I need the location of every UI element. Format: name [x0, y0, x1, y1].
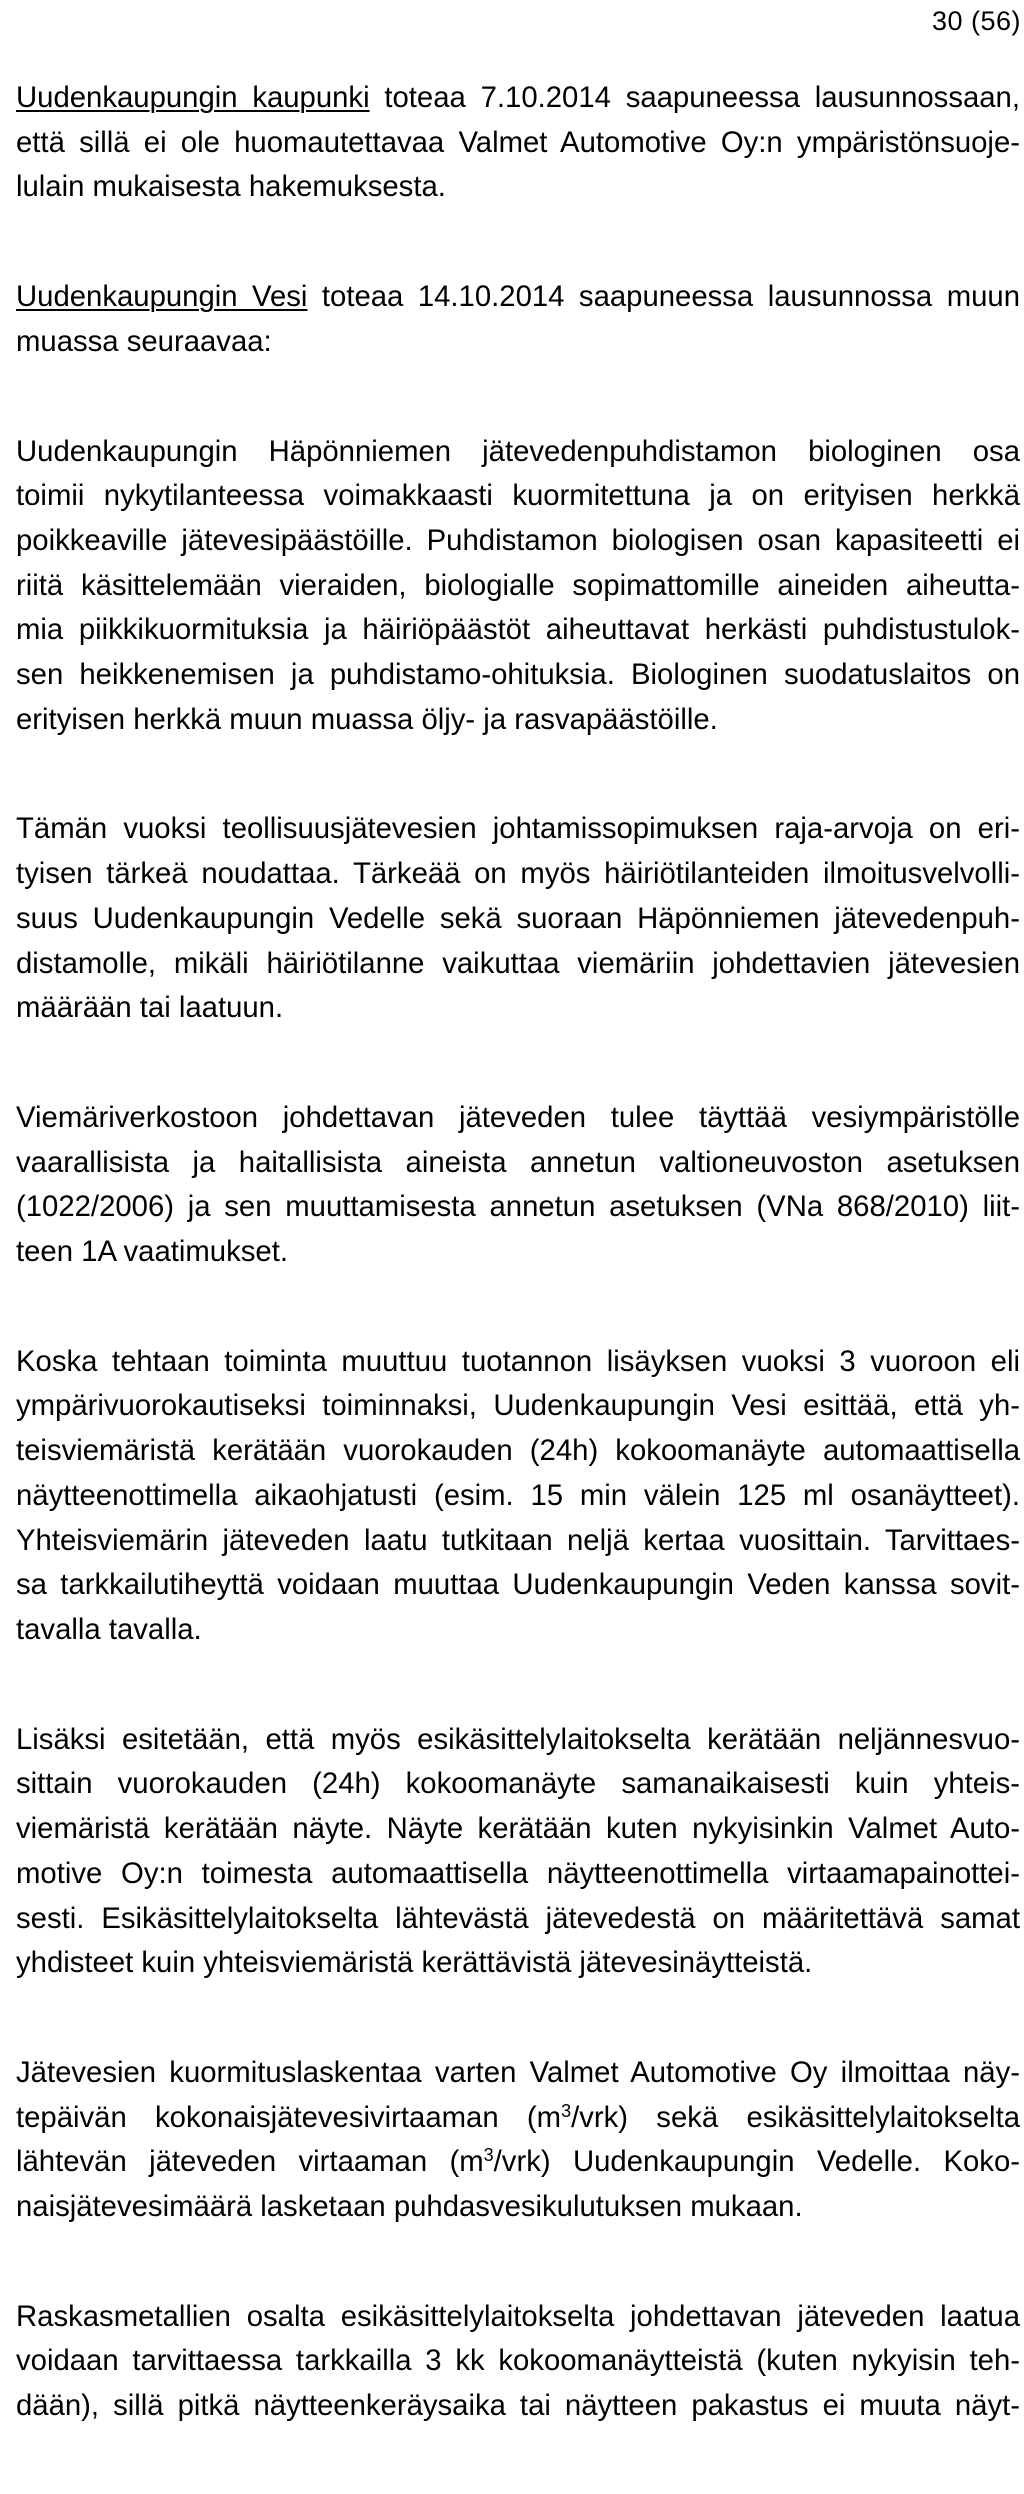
text-line: sen heikkenemisen ja puhdistamo-ohituksia. Biologinen suodatuslaitos on: [16, 658, 1020, 692]
text-line: [16, 2140, 1020, 2185]
text-segment: /vrk) Uudenkaupungin Vedelle. Koko-: [493, 2145, 1020, 2179]
text-line: [16, 275, 1020, 320]
text-line: teisviemäristä kerätään vuorokauden (24h) kokoomanäyte automaattisella: [16, 1434, 1020, 1468]
text-line: teen 1A vaatimukset.: [16, 1235, 288, 1269]
text-segment: tepäivän kokonaisjätevesivirtaaman (m: [16, 2100, 562, 2134]
text-line: Raskasmetallien osalta esikäsittelylaitokselta johdettavan jäteveden laatua: [16, 2299, 1020, 2333]
text-line: riitä käsittelemään vieraiden, biologialle sopimattomille aineiden aiheutta-: [16, 568, 1020, 602]
text-line: (1022/2006) ja sen muuttamisesta annetun asetuksen (VNa 868/2010) liit-: [16, 1190, 1020, 1224]
text-line: motive Oy:n toimesta automaattisella näytteenottimella virtaamapainottei-: [16, 1856, 1020, 1890]
text-line: sa tarkkailutiheyttä voidaan muuttaa Uudenkaupungin Veden kanssa sovit-: [16, 1568, 1020, 1602]
text-segment: /vrk) sekä esikäsittelylaitokselta: [571, 2100, 1020, 2134]
text-line: mia piikkikuormituksia ja häiriöpäästöt aiheuttavat herkästi puhdistustulok-: [16, 613, 1020, 647]
text-line: Koska tehtaan toiminta muuttuu tuotannon lisäyksen vuoksi 3 vuoroon eli: [16, 1344, 1020, 1378]
text-line: naisjätevesimäärä lasketaan puhdasvesikulutuksen mukaan.: [16, 2190, 803, 2224]
text-segment: lähtevän jäteveden virtaaman (m: [16, 2145, 484, 2179]
text-line: lulain mukaisesta hakemuksesta.: [16, 170, 446, 204]
underlined-name-city: Uudenkaupungin kaupunki: [16, 81, 370, 114]
text-line: Tämän vuoksi teollisuusjätevesien johtamissopimuksen raja-arvoja on eri-: [16, 812, 1020, 846]
paragraph-limit-values: [16, 807, 1020, 1031]
text-line: tavalla tavalla.: [16, 1612, 202, 1646]
text-line: ympärivuorokautiseksi toiminnaksi, Uudenkaupungin Vesi esittää, että yh-: [16, 1389, 1020, 1423]
paragraph-sampling-shifts: [16, 1340, 1020, 1653]
text-line: Jätevesien kuormituslaskentaa varten Valmet Automotive Oy ilmoittaa näy-: [16, 2055, 1020, 2089]
text-line: Lisäksi esitetään, että myös esikäsittelylaitokselta kerätään neljännesvuo-: [16, 1722, 1020, 1756]
paragraph-sewer-requirements: [16, 1096, 1020, 1275]
text-line: vaarallisista ja haitallisista aineista annetun valtioneuvoston asetuksen: [16, 1145, 1020, 1179]
paragraph-city-statement: [16, 76, 1020, 210]
text-line: näytteenottimella aikaohjatusti (esim. 15 min välein 125 ml osanäytteet).: [16, 1478, 1020, 1512]
text-line: viemäristä kerätään näyte. Näyte kerätään kuten nykyisinkin Valmet Auto-: [16, 1812, 1020, 1846]
text-line: dään), sillä pitkä näytteenkeräysaika tai näytteen pakastus ei muuta näyt-: [16, 2389, 1020, 2423]
text-line: yhdisteet kuin yhteisviemäristä kerättävistä jätevesinäytteistä.: [16, 1946, 813, 1980]
text-line: määrään tai laatuun.: [16, 991, 284, 1025]
text-line: muassa seuraavaa:: [16, 324, 272, 358]
text-line: [16, 2096, 1020, 2141]
text-line: että sillä ei ole huomautettavaa Valmet Automotive Oy:n ympäristönsuoje-: [16, 125, 1020, 159]
text-line: distamolle, mikäli häiriötilanne vaikuttaa viemäriin johdettavien jätevesien: [16, 946, 1020, 980]
text-segment: toteaa 7.10.2014 saapuneessa lausunnossaan,: [369, 81, 1020, 114]
text-line: poikkeaville jätevesipäästöille. Puhdistamon biologisen osan kapasiteetti ei: [16, 523, 1020, 557]
text-line: tyisen tärkeä noudattaa. Tärkeää on myös häiriötilanteiden ilmoitusvelvolli-: [16, 857, 1020, 891]
text-line: erityisen herkkä muun muassa öljy- ja rasvapäästöille.: [16, 702, 718, 736]
underlined-name-water-utility: Uudenkaupungin Vesi: [16, 280, 308, 314]
text-line: suus Uudenkaupungin Vedelle sekä suoraan Häpönniemen jätevedenpuh-: [16, 901, 1020, 935]
text-line: Viemäriverkostoon johdettavan jäteveden tulee täyttää vesiympäristölle: [16, 1100, 1020, 1134]
text-line: [16, 76, 1020, 121]
paragraph-treatment-plant: [16, 430, 1020, 743]
paragraph-heavy-metals: [16, 2295, 1020, 2429]
superscript: 3: [483, 2145, 494, 2166]
text-line: Yhteisviemärin jäteveden laatu tutkitaan neljä kertaa vuosittain. Tarvittaes-: [16, 1523, 1020, 1557]
page-number: 30 (56): [931, 6, 1021, 36]
text-line: sesti. Esikäsittelylaitokselta lähtevästä jätevedestä on määritettävä samat: [16, 1901, 1020, 1935]
paragraph-pretreatment-sampling: [16, 1718, 1020, 1986]
document-body: [16, 76, 1020, 2494]
text-segment: toteaa 14.10.2014 saapuneessa lausunnossa muun: [307, 280, 1020, 314]
superscript: 3: [561, 2100, 572, 2121]
text-line: sittain vuorokauden (24h) kokoomanäyte samanaikaisesti kuin yhteis-: [16, 1767, 1020, 1801]
paragraph-load-calculation: [16, 2051, 1020, 2230]
paragraph-water-utility-intro: [16, 275, 1020, 364]
text-line: voidaan tarvittaessa tarkkailla 3 kk kokoomanäytteistä (kuten nykyisin teh-: [16, 2344, 1020, 2378]
text-line: toimii nykytilanteessa voimakkaasti kuormitettuna ja on erityisen herkkä: [16, 479, 1020, 513]
text-line: Uudenkaupungin Häpönniemen jätevedenpuhdistamon biologinen osa: [16, 434, 1020, 468]
